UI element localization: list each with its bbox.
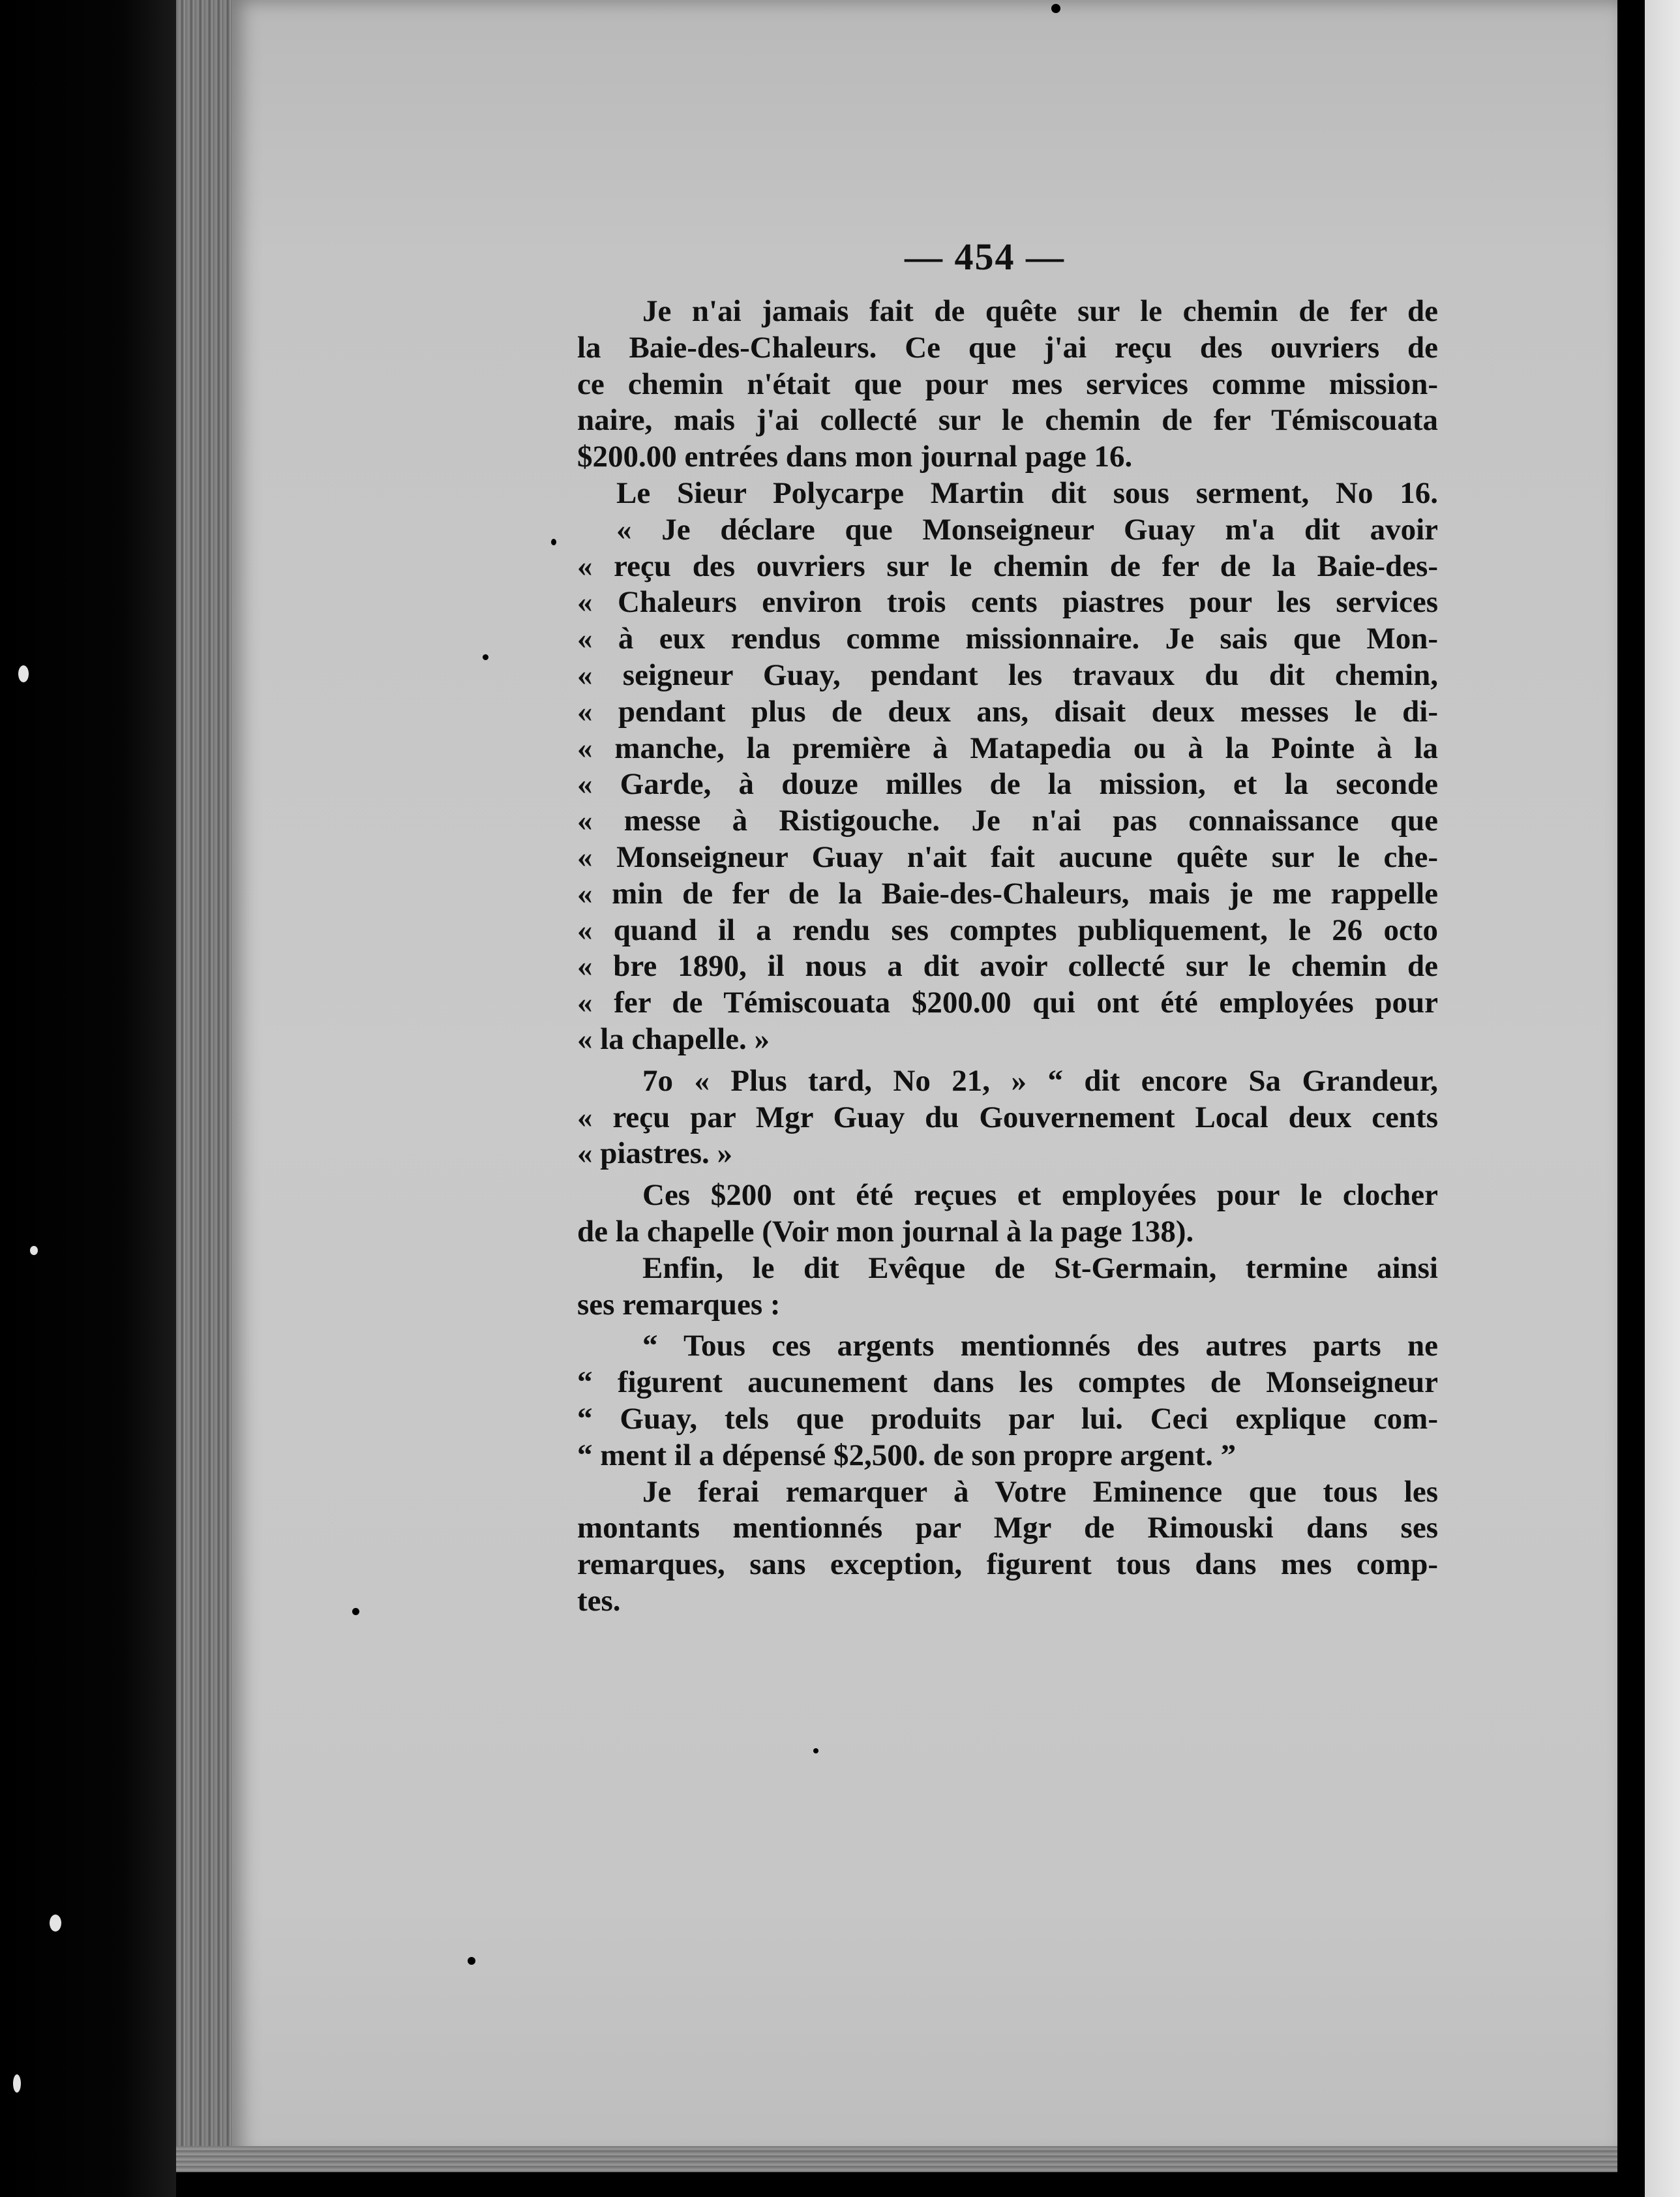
page-number: — 454 — (905, 235, 1065, 278)
text-line: « reçu des ouvriers sur le chemin de fer de la Baie-des- (577, 549, 1438, 583)
speck (813, 1748, 818, 1753)
page-edges (176, 0, 235, 2172)
page-bottom-edge (176, 2146, 1617, 2172)
text-line: “ ment il a dépensé $2,500. de son propre argent. ” (577, 1438, 1237, 1472)
text-line: Le Sieur Polycarpe Martin dit sous serment, No 16. (616, 476, 1438, 510)
text-line: montants mentionnés par Mgr de Rimouski dans ses (577, 1511, 1438, 1545)
text-line: « Garde, à douze milles de la mission, et la seconde (577, 767, 1438, 802)
speck (483, 654, 488, 660)
text-line: Ces $200 ont été reçues et employées pour le clocher (642, 1178, 1438, 1213)
text-line: “ figurent aucunement dans les comptes de Monseigneur (577, 1365, 1438, 1400)
speck (1162, 2175, 1166, 2179)
text-line: “ Guay, tels que produits par lui. Ceci explique com- (577, 1401, 1438, 1436)
speck (13, 2074, 21, 2093)
text-line: « bre 1890, il nous a dit avoir collecté sur le chemin de (577, 949, 1438, 984)
speck (468, 1957, 475, 1965)
text-line: « fer de Témiscouata $200.00 qui ont été employées pour (577, 986, 1438, 1020)
text-line: “ Tous ces argents mentionnés des autres parts ne (642, 1329, 1438, 1363)
text-line: « min de fer de la Baie-des-Chaleurs, mais je me rappelle (577, 876, 1438, 911)
text-line: « quand il a rendu ses comptes publiquement, le 26 octo (577, 913, 1438, 947)
text-line: Enfin, le dit Evêque de St-Germain, termine ainsi (642, 1250, 1438, 1285)
text-line: « Monseigneur Guay n'ait fait aucune quête sur le che- (577, 840, 1438, 874)
text-line: « seigneur Guay, pendant les travaux du dit chemin, (577, 658, 1438, 692)
text-line: « manche, la première à Matapedia ou à la Pointe à la (577, 731, 1438, 765)
right-margin (1617, 0, 1645, 2197)
text-line: « à eux rendus comme missionnaire. Je sais que Mon- (577, 622, 1438, 656)
text-line: 7o « Plus tard, No 21, » “ dit encore Sa Grandeur, (642, 1063, 1438, 1098)
text-line: « pendant plus de deux ans, disait deux messes le di- (577, 694, 1438, 729)
text-line: « la chapelle. » (577, 1022, 770, 1056)
text-line: $200.00 entrées dans mon journal page 16. (577, 440, 1133, 474)
text-line: « reçu par Mgr Guay du Gouvernement Local deux cents (577, 1100, 1438, 1134)
text-line: ce chemin n'était que pour mes services comme mission- (577, 367, 1438, 401)
binding-shadow (0, 0, 176, 2197)
speck (352, 1608, 359, 1615)
next-page-sliver (1645, 0, 1680, 2197)
speck (18, 665, 29, 682)
text-line: remarques, sans exception, figurent tous dans mes comp- (577, 1547, 1438, 1582)
text-line: « Chaleurs environ trois cents piastres pour les services (577, 585, 1438, 620)
text-line: naire, mais j'ai collecté sur le chemin de fer Témiscouata (577, 403, 1438, 438)
text-line: « piastres. » (577, 1136, 733, 1171)
text-line: tes. (577, 1583, 621, 1618)
speck (30, 1246, 38, 1255)
text-line: « messe à Ristigouche. Je n'ai pas connaissance que (577, 804, 1438, 838)
text-line: « Je déclare que Monseigneur Guay m'a dit avoir (616, 512, 1438, 547)
text-line: ses remarques : (577, 1287, 781, 1322)
speck (1051, 4, 1060, 13)
text-line: Je n'ai jamais fait de quête sur le chemin de fer de (642, 294, 1438, 328)
page-text (577, 294, 1438, 1620)
text-line: la Baie-des-Chaleurs. Ce que j'ai reçu des ouvriers de (577, 330, 1438, 365)
text-line: Je ferai remarquer à Votre Eminence que tous les (642, 1474, 1438, 1509)
text-line: de la chapelle (Voir mon journal à la page 138). (577, 1214, 1194, 1249)
speck (551, 539, 556, 545)
speck (50, 1915, 61, 1932)
